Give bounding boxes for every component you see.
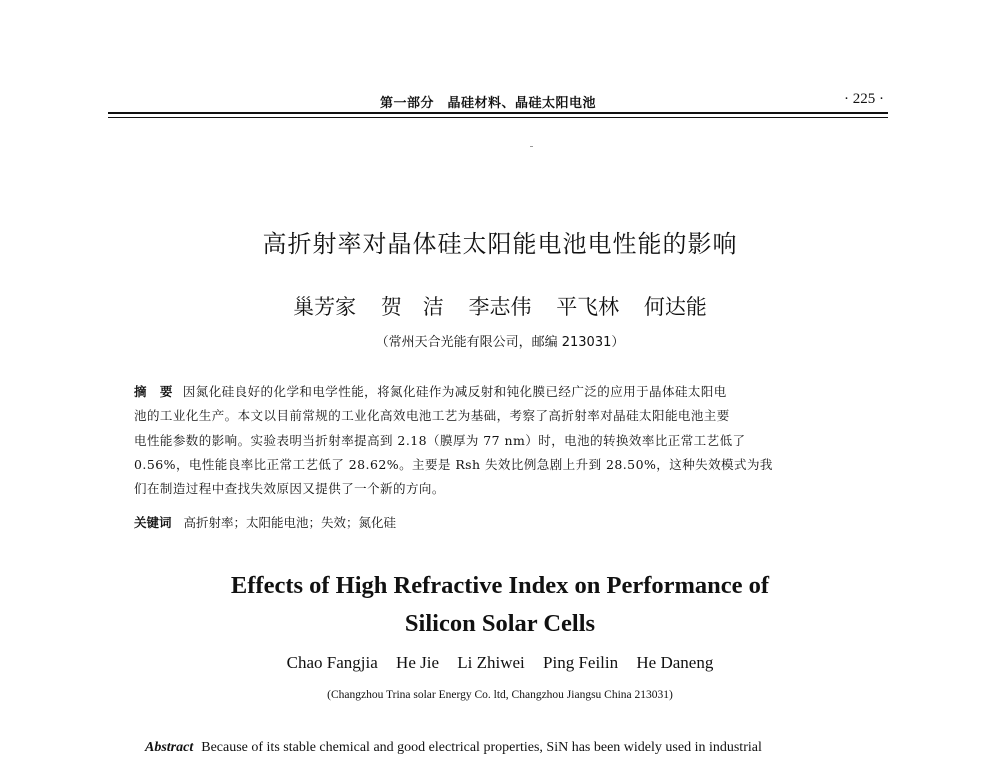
header-rule-thin <box>108 117 888 118</box>
chinese-abstract-line: 们在制造过程中查找失效原因又提供了一个新的方向。 <box>134 481 445 497</box>
chinese-authors <box>0 291 1000 321</box>
header-page-number: · 225 · <box>844 91 884 107</box>
chinese-keywords-label: 关键词 <box>134 515 172 530</box>
chinese-author: 何达能 <box>643 295 707 319</box>
chinese-affiliation: （常州天合光能有限公司，邮编 213031） <box>375 335 625 350</box>
header-section-title: 第一部分 晶硅材料、晶硅太阳电池 <box>380 96 597 111</box>
english-authors <box>0 653 1000 673</box>
english-author: Ping Feilin <box>543 653 619 672</box>
chinese-abstract-line: 0.56%，电性能良率比正常工艺低了 28.62%。主要是 Rsh 失效比例急剧上升到 28.50%，这种失效模式为我 <box>134 456 773 472</box>
english-author: Chao Fangjia <box>286 653 378 672</box>
english-abstract-text: Because of its stable chemical and good electrical properties, SiN has been widely used in industrial <box>201 740 762 755</box>
chinese-keywords-text: 高折射率；太阳能电池；失效；氮化硅 <box>183 515 397 530</box>
english-title-line-1: Effects of High Refractive Index on Performance of <box>230 572 770 599</box>
chinese-abstract-label: 摘 要 <box>134 384 173 399</box>
english-author: He Jie <box>396 653 440 672</box>
chinese-abstract <box>134 380 854 501</box>
english-abstract <box>145 740 865 756</box>
chinese-author: 平飞林 <box>556 295 620 319</box>
chinese-abstract-line: 摘 要 因氮化硅良好的化学和电学性能，将氮化硅作为减反射和钝化膜已经广泛的应用于晶体硅太阳电 <box>134 384 727 399</box>
english-author: Li Zhiwei <box>457 653 525 672</box>
chinese-title: 高折射率对晶体硅太阳能电池电性能的影响 <box>262 230 738 258</box>
chinese-author: 李志伟 <box>468 295 532 319</box>
running-header <box>108 90 888 110</box>
chinese-author: 贺 洁 <box>380 295 444 319</box>
scan-speck <box>530 146 533 147</box>
english-author: He Daneng <box>636 653 714 672</box>
english-title <box>0 567 1000 643</box>
chinese-abstract-line: 电性能参数的影响。实验表明当折射率提高到 2.18（膜厚为 77 nm）时，电池的转换效率比正常工艺低了 <box>134 432 746 448</box>
chinese-keywords <box>134 513 854 531</box>
chinese-author: 巢芳家 <box>293 295 357 319</box>
english-title-line-2: Silicon Solar Cells <box>404 610 596 637</box>
english-affiliation: (Changzhou Trina solar Energy Co. ltd, Changzhou Jiangsu China 213031) <box>327 689 673 701</box>
chinese-abstract-line: 池的工业化生产。本文以目前常规的工业化高效电池工艺为基础，考察了高折射率对晶硅太阳能电池主要 <box>134 408 730 424</box>
header-rule-thick <box>108 112 888 114</box>
english-abstract-label: Abstract <box>145 740 194 755</box>
